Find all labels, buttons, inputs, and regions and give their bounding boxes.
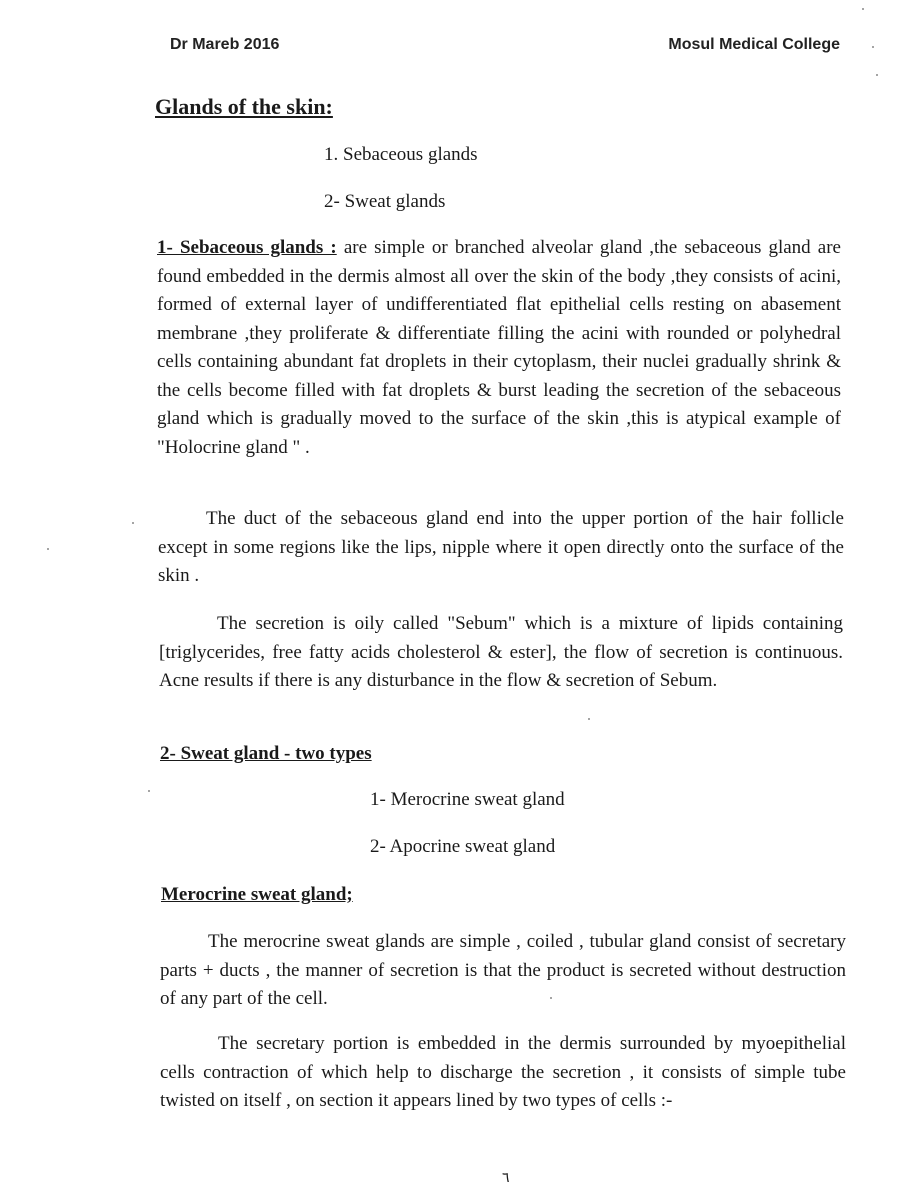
duct-paragraph bbox=[158, 505, 844, 591]
merocrine-text-1: The merocrine sweat glands are simple , coiled , tubular gland consist of secretary parts + ducts , the manner of secretion is that the product is secreted without destruction of any part of the cell. bbox=[160, 931, 846, 1009]
sebum-text: The secretion is oily called "Sebum" which is a mixture of lipids containing [triglycerides, free fatty acids cholesterol & ester], the flow of secretion is continuous. Acne results if there is any disturbance in the flow & secretion of Sebum. bbox=[159, 613, 843, 691]
merocrine-paragraph-2 bbox=[160, 1030, 846, 1116]
scan-speck bbox=[550, 997, 552, 999]
scan-speck bbox=[862, 8, 864, 10]
toc-item-sebaceous: 1. Sebaceous glands bbox=[324, 144, 478, 165]
scan-speck bbox=[47, 548, 49, 550]
toc-item-sweat: 2- Sweat glands bbox=[324, 191, 446, 212]
page-title: Glands of the skin: bbox=[155, 94, 333, 119]
merocrine-paragraph-1 bbox=[160, 928, 846, 1014]
sebaceous-paragraph bbox=[157, 234, 841, 462]
merocrine-heading: Merocrine sweat gland; bbox=[161, 884, 353, 905]
scan-speck bbox=[148, 790, 150, 792]
scan-speck bbox=[588, 718, 590, 720]
sweat-type-apocrine: 2- Apocrine sweat gland bbox=[370, 836, 556, 857]
duct-text: The duct of the sebaceous gland end into the upper portion of the hair follicle except in some regions like the lips, nipple where it open directly onto the surface of the skin . bbox=[158, 508, 844, 586]
page-number: ٦ bbox=[502, 1171, 510, 1186]
sweat-type-merocrine: 1- Merocrine sweat gland bbox=[370, 789, 565, 810]
sebaceous-text: are simple or branched alveolar gland ,the sebaceous gland are found embedded in the dermis almost all over the skin of the body ,they consists of acini, formed of external layer of undifferentiated flat epithelial cells resting on abasement membrane ,they proliferate & differentiate filling the acini with rounded or polyhedral cells containing abundant fat droplets in their cytoplasm, their nuclei gradually shrink & the cells become filled with fat droplets & burst leading the secretion of the sebaceous gland which is gradually moved to the surface of the skin ,this is atypical example of "Holocrine gland " . bbox=[157, 237, 841, 458]
sebaceous-heading: 1- Sebaceous glands : bbox=[157, 237, 337, 258]
sweat-heading: 2- Sweat gland - two types bbox=[160, 743, 372, 764]
header-author: Dr Mareb 2016 bbox=[170, 36, 280, 53]
scan-speck bbox=[876, 74, 878, 76]
sebum-paragraph bbox=[159, 610, 843, 696]
merocrine-text-2: The secretary portion is embedded in the dermis surrounded by myoepithelial cells contraction of which help to discharge the secretion , it consists of simple tube twisted on itself , on section it appears lined by two types of cells :- bbox=[160, 1033, 846, 1111]
scan-speck bbox=[132, 522, 134, 524]
header-institution: Mosul Medical College bbox=[668, 36, 840, 53]
scan-speck bbox=[872, 46, 874, 48]
